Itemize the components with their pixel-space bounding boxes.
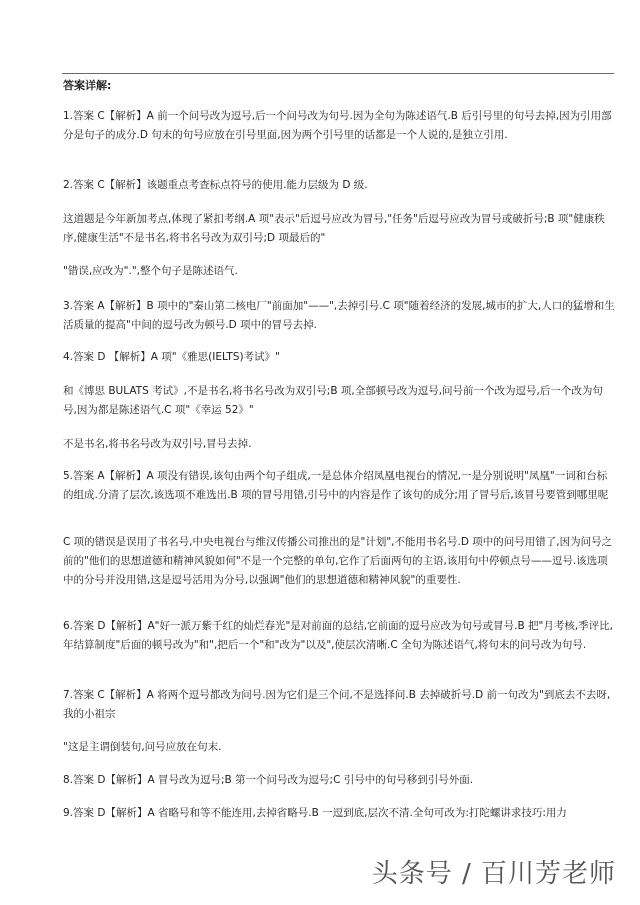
- paragraph-answer-4-explanation: 和《博思 BULATS 考试》,不是书名,将书名号改为双引号;B 项,全部顿号改为逗号,问号前一个改为逗号,后一个改为句号,因为都是陈述语气.C 项"《幸运 52》": [63, 385, 603, 416]
- paragraph-answer-2-continued: "错误,应改为".",整个句子是陈述语气.: [63, 265, 238, 277]
- paragraph-answer-5: 5.答案 A【解析】A 项没有错误,该句由两个句子组成,一是总体介绍凤凰电视台的情况,一是分别说明"凤凰"一词和台标的组成.分清了层次,该选项不难选出.B 项的冒号用错,引号中的内容是作了该句的成分;用了冒号后,该冒号要管到哪里呢: [63, 470, 609, 501]
- paragraph-answer-3: 3.答案 A【解析】B 项中的"秦山第二核电厂"前面加"——",去掉引号.C 项"随着经济的发展,城市的扩大,人口的猛增和生活质量的提高"中间的逗号改为顿号.D 项中的冒号去掉.: [63, 300, 615, 331]
- answers-heading: 答案详解:: [63, 79, 112, 92]
- paragraph-answer-2-explanation: 这道题是今年新加考点,体现了紧扣考纲.A 项"表示"后逗号应改为冒号,"任务"后逗号应改为冒号或破折号;B 项"健康秩序,健康生活"不是书名,将书名号改为双引号;D 项最后的": [63, 213, 605, 244]
- paragraph-answer-9: 9.答案 D【解析】A 省略号和等不能连用,去掉省略号.B 一逗到底,层次不清.全句可改为:打陀螺讲求技巧:用力: [63, 807, 567, 819]
- paragraph-answer-1: 1.答案 C【解析】A 前一个问号改为逗号,后一个问号改为句号.因为全句为陈述语气.B 后引号里的句号去掉,因为引用部分是句子的成分.D 句末的句号应放在引号里面,因为两个引号里的话都是一个人说的,是独立引用.: [63, 110, 612, 141]
- paragraph-answer-2: 2.答案 C【解析】该题重点考查标点符号的使用.能力层级为 D 级.: [63, 179, 368, 191]
- paragraph-answer-8: 8.答案 D【解析】A 冒号改为逗号;B 第一个问号改为逗号;C 引号中的句号移到引号外面.: [63, 774, 474, 786]
- paragraph-answer-7-continued: "这是主谓倒装句,问号应放在句末.: [63, 741, 222, 753]
- paragraph-answer-5-continued: C 项的错误是误用了书名号,中央电视台与维汉传播公司推出的是"计划",不能用书名号.D 项中的问号用错了,因为问号之前的"他们的思想道德和精神风貌如何"不是一个完整的单句,它作了后面两句的主语,该用句中停顿点号——逗号.该选项中的分号并没用错,这是逗号活用为分号,以强调"他们的思想道德和精神风貌"的重要性.: [63, 536, 613, 586]
- top-divider: [62, 73, 614, 74]
- paragraph-answer-4-continued: 不是书名,将书名号改为双引号,冒号去掉.: [63, 438, 252, 450]
- paragraph-answer-7: 7.答案 C【解析】A 将两个逗号都改为问号.因为它们是三个问,不是选择问.B 去掉破折号.D 前一句改为"到底去不去呀,我的小祖宗: [63, 689, 611, 720]
- paragraph-answer-4: 4.答案 D 【解析】A 项"《雅思(IELTS)考试》": [63, 351, 280, 363]
- watermark-text: 头条号 / 百川芳老师: [371, 859, 616, 889]
- paragraph-answer-6: 6.答案 D【解析】A"好一派万紫千红的灿烂春光"是对前面的总结,它前面的逗号应改为句号或冒号.B 把"月考核,季评比,年结算制度"后面的顿号改为"和",把后一个"和"改为"以及",使层次清晰.C 全句为陈述语气,将句末的问号改为句号.: [63, 620, 614, 651]
